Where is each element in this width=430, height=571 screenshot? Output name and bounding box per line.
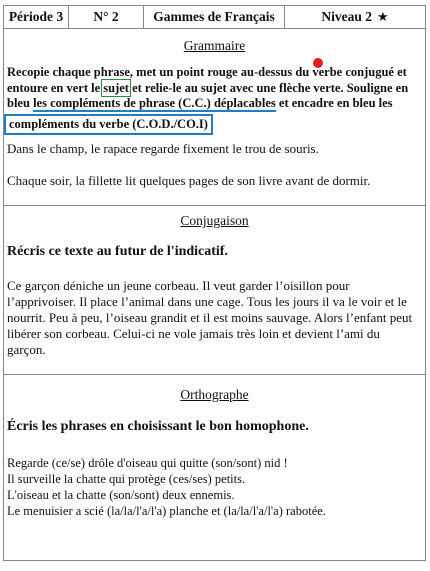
star-icon: ★	[376, 9, 389, 25]
conjugaison-text: Ce garçon déniche un jeune corbeau. Il veut garder l’oisillon pour l’apprivoiser. Il place l’animal dans une cage. Tous les jours il va le voir et le nourrit. Peu à peu, l’oiseau grandit et il est moins sauvage. Alors l’enfant peut libérer son corbeau. Celui-ci ne vole jamais très loin et devient l’ami du garçon.	[7, 278, 413, 357]
worksheet	[3, 5, 426, 561]
conjugaison-section	[4, 206, 425, 375]
grammaire-instruction	[7, 65, 421, 135]
instr-part-b: et relie-le au sujet avec une flèche verte. Souligne en bleu	[7, 80, 409, 110]
instr-part-c: et encadre en bleu les	[275, 96, 393, 110]
grammaire-section	[4, 29, 425, 206]
numero-cell: N° 2	[69, 6, 144, 28]
sujet-word: sujet	[103, 80, 129, 95]
niveau-cell	[285, 6, 425, 28]
periode-cell: Période 3	[4, 6, 69, 28]
niveau-label: Niveau 2	[321, 9, 372, 24]
grammaire-title: Grammaire	[183, 38, 246, 53]
orthographe-line: Regarde (ce/se) drôle d'oiseau qui quitte (son/sont) nid !	[7, 456, 288, 470]
conjugaison-title: Conjugaison	[180, 213, 249, 228]
phrase-2: Chaque soir, la fillette lit quelques pages de son livre avant de dormir.	[7, 173, 371, 188]
phrase-1: Dans le champ, le rapace regarde fixement le trou de souris.	[7, 141, 319, 156]
orthographe-line: L'oiseau et la chatte (son/sont) deux ennemis.	[7, 488, 235, 502]
orthographe-line: Le menuisier a scié (la/la/l'a/l'a) planche et (la/la/l'a/l'a) rabotée.	[7, 504, 326, 518]
orthographe-title: Orthographe	[180, 387, 249, 402]
orthographe-instruction: Écris les phrases en choisissant le bon homophone.	[7, 419, 309, 434]
instr-part-a: Recopie chaque phrase, met un point rouge au-dessus du verbe conjugué et entoure en vert le	[7, 65, 407, 95]
header-row	[4, 6, 425, 29]
titre-cell: Gammes de Français	[144, 6, 285, 28]
cod-boxed: compléments du verbe (C.O.D./CO.I)	[4, 114, 213, 136]
orthographe-line: Il surveille la chatte qui protège (ces/ses) petits.	[7, 472, 246, 486]
conjugaison-instruction: Récris ce texte au futur de l'indicatif.	[7, 244, 228, 259]
cc-underlined: les compléments de phrase (C.C.) déplacables	[33, 96, 276, 110]
orthographe-lines	[7, 455, 421, 519]
orthographe-section	[4, 375, 425, 561]
